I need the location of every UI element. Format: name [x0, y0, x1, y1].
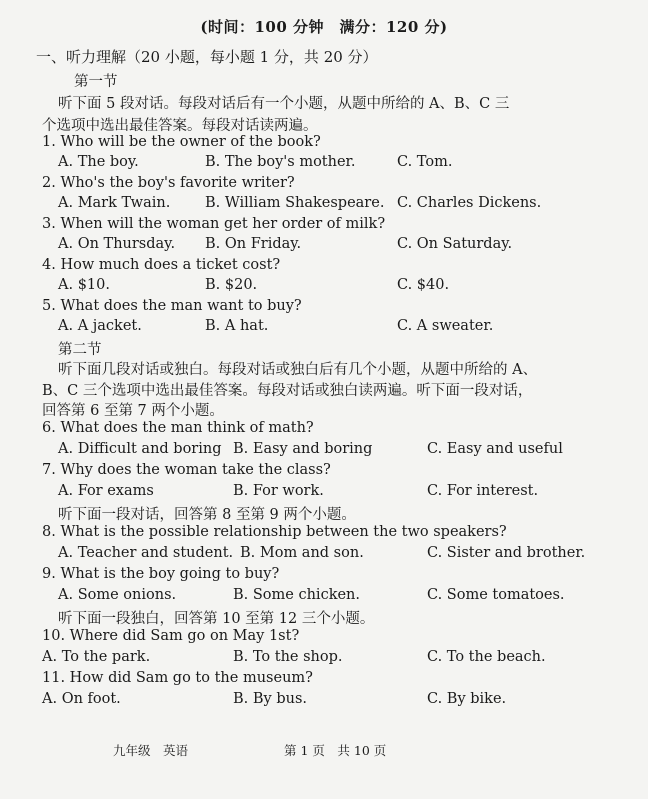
exam-header: (时间：100 分钟 满分：120 分): [200, 18, 448, 36]
option-6b: B. Easy and boring: [233, 441, 373, 457]
option-5b: B. A hat.: [205, 318, 269, 334]
footer-grade-subject: 九年级 英语: [113, 743, 189, 758]
note-questions-8-9: 听下面一段对话，回答第 8 至第 9 两个小题。: [58, 507, 356, 523]
option-4b: B. $20.: [205, 277, 258, 293]
option-7b: B. For work.: [233, 483, 324, 499]
option-6a: A. Difficult and boring: [58, 441, 222, 457]
option-9b: B. Some chicken.: [233, 587, 361, 603]
option-7a: A. For exams: [58, 483, 154, 499]
option-7c: C. For interest.: [427, 483, 539, 499]
part1-instructions-2: 个选项中选出最佳答案。每段对话读两遍。: [42, 118, 318, 134]
option-2b: B. William Shakespeare.: [205, 195, 385, 211]
note-questions-10-12: 听下面一段独白，回答第 10 至第 12 三个小题。: [58, 611, 375, 627]
question-11: 11. How did Sam go to the museum?: [42, 670, 313, 686]
option-5a: A. A jacket.: [58, 318, 142, 334]
question-1: 1. Who will be the owner of the book?: [42, 134, 321, 150]
option-10c: C. To the beach.: [427, 649, 546, 665]
section1-title: 一、听力理解（20 小题，每小题 1 分，共 20 分）: [36, 48, 378, 66]
footer-page-number: 第 1 页 共 10 页: [284, 743, 387, 758]
option-8a: A. Teacher and student.: [58, 545, 234, 561]
option-11b: B. By bus.: [233, 691, 308, 707]
part1-heading: 第一节: [74, 74, 118, 90]
option-8c: C. Sister and brother.: [427, 545, 586, 561]
option-9c: C. Some tomatoes.: [427, 587, 565, 603]
question-9: 9. What is the boy going to buy?: [42, 566, 280, 582]
part2-heading: 第二节: [58, 342, 102, 358]
option-1b: B. The boy's mother.: [205, 154, 356, 170]
option-3a: A. On Thursday.: [58, 236, 176, 252]
question-4: 4. How much does a ticket cost?: [42, 257, 281, 273]
option-2a: A. Mark Twain.: [58, 195, 171, 211]
option-11c: C. By bike.: [427, 691, 507, 707]
option-4a: A. $10.: [58, 277, 110, 293]
option-4c: C. $40.: [397, 277, 450, 293]
question-8: 8. What is the possible relationship between the two speakers?: [42, 524, 507, 540]
option-11a: A. On foot.: [42, 691, 121, 707]
option-5c: C. A sweater.: [397, 318, 494, 334]
part2-instructions-1: 听下面几段对话或独白。每段对话或独白后有几个小题，从题中所给的 A、: [58, 362, 538, 378]
option-2c: C. Charles Dickens.: [397, 195, 542, 211]
question-10: 10. Where did Sam go on May 1st?: [42, 628, 300, 644]
question-5: 5. What does the man want to buy?: [42, 298, 302, 314]
question-2: 2. Who's the boy's favorite writer?: [42, 175, 295, 191]
option-8b: B. Mom and son.: [240, 545, 364, 561]
part2-instructions-2: B、C 三个选项中选出最佳答案。每段对话或独白读两遍。听下面一段对话，: [42, 383, 533, 399]
option-9a: A. Some onions.: [58, 587, 177, 603]
option-1c: C. Tom.: [397, 154, 453, 170]
option-10a: A. To the park.: [42, 649, 151, 665]
option-3c: C. On Saturday.: [397, 236, 513, 252]
question-7: 7. Why does the woman take the class?: [42, 462, 331, 478]
option-6c: C. Easy and useful: [427, 441, 563, 457]
option-1a: A. The boy.: [58, 154, 139, 170]
question-6: 6. What does the man think of math?: [42, 420, 314, 436]
option-3b: B. On Friday.: [205, 236, 302, 252]
option-10b: B. To the shop.: [233, 649, 343, 665]
part2-instructions-3: 回答第 6 至第 7 两个小题。: [42, 403, 224, 419]
part1-instructions-1: 听下面 5 段对话。每段对话后有一个小题，从题中所给的 A、B、C 三: [58, 96, 510, 112]
question-3: 3. When will the woman get her order of milk?: [42, 216, 386, 232]
